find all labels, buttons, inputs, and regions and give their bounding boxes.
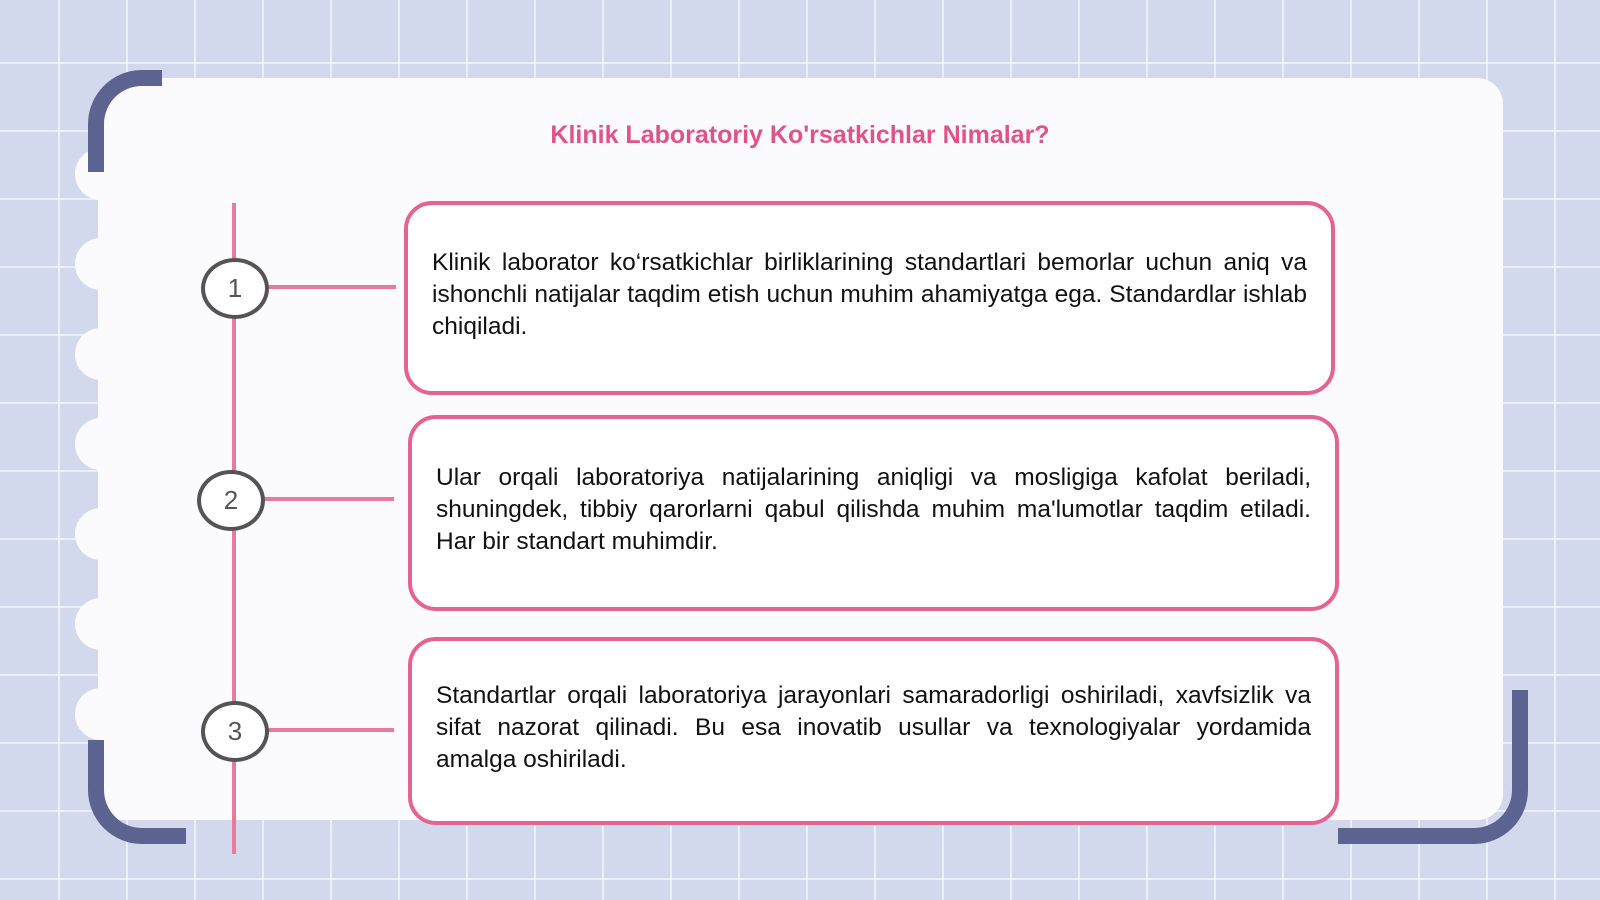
timeline-connector-2 xyxy=(262,497,394,501)
step-number-3 xyxy=(201,701,269,762)
card-scallop xyxy=(75,688,127,740)
card-scallop xyxy=(75,598,127,650)
corner-bracket-bottom-left xyxy=(88,740,186,844)
corner-bracket-top-left xyxy=(88,70,162,172)
step-number-1 xyxy=(201,258,269,319)
step-number-2 xyxy=(197,470,265,531)
info-box-text: Standartlar orqali laboratoriya jarayonlari samaradorligi oshiriladi, xavfsizlik va sifat nazorat qilinadi. Bu esa inovatib usullar va texnologiyalar yordamida amalga oshiriladi. xyxy=(436,682,1311,773)
step-number-label: 2 xyxy=(223,485,239,515)
card-scallop xyxy=(75,418,127,470)
corner-bracket-bottom-right xyxy=(1338,690,1528,844)
card-scallop xyxy=(75,508,127,560)
timeline-connector-1 xyxy=(266,285,396,289)
info-box-text: Klinik laborator ko‘rsatkichlar birliklarining standartlari bemorlar uchun aniq va ishonchli natijalar taqdim etish uchun muhim ahamiyatga ega. Standardlar ishlab chiqiladi. xyxy=(432,249,1307,340)
info-box-2 xyxy=(408,415,1339,611)
card-scallop xyxy=(75,328,127,380)
slide-title: Klinik Laboratoriy Ko'rsatkichlar Nimalar? xyxy=(550,121,1050,149)
step-number-label: 3 xyxy=(227,716,243,746)
card-scallop xyxy=(75,238,127,290)
step-number-label: 1 xyxy=(227,273,243,303)
info-box-3 xyxy=(408,637,1339,825)
timeline-connector-3 xyxy=(266,728,394,732)
info-box-text: Ular orqali laboratoriya natijalarining aniqligi va mosligiga kafolat beriladi, shuningdek, tibbiy qarorlarni qabul qilishda muhim ma'lumotlar taqdim etiladi. Har bir standart muhimdir. xyxy=(436,464,1311,555)
info-box-1 xyxy=(404,201,1335,395)
